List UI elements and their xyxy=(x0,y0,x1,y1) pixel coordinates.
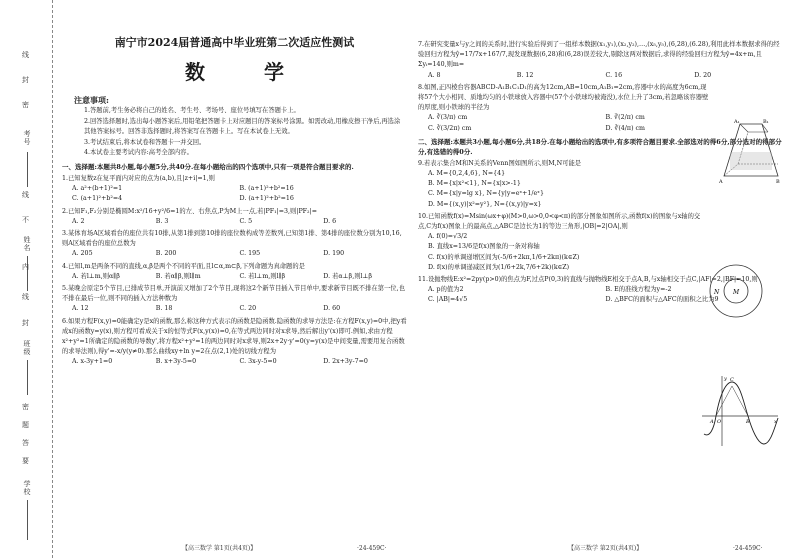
question-stem: 3.某体育场A区域看台的座位共有10排,从第1排到第10排的座位数构成等差数列,已知第1排、第4排的座位数分别为10,16,则A区域看台的座位总数为 xyxy=(62,229,402,248)
margin-label-school: 学校 xyxy=(23,480,31,496)
venn-figure xyxy=(706,262,766,320)
answer-option: A. ∛(3/π) cm xyxy=(428,114,468,122)
question-stem: 5.某晚会原定5个节目,已排成节目单,开演前又增加了2个节目,现将这2个新节目插入节目单中,要求新节目既不排在第一位,也不排在最后一位,则不同的插入方法种数为 xyxy=(62,285,405,303)
answer-option: A. 若l⊥m,则α∥β xyxy=(72,272,120,280)
answer-option: B. (a+1)²+b²=16 xyxy=(239,185,294,193)
seal-char: 答 xyxy=(22,439,29,447)
axis-label-x: x xyxy=(774,419,777,425)
seal-char: 封 xyxy=(22,319,29,327)
answer-option: C. ∛(3/2π) cm xyxy=(428,124,472,132)
answer-option: C. |AB|=4√5 xyxy=(428,296,468,304)
axis-label-y: y xyxy=(724,376,727,382)
margin-fill-line xyxy=(27,152,28,187)
answer-option: B. 12 xyxy=(516,71,534,79)
seal-char: 线 xyxy=(22,293,29,301)
answer-option: D. ∛(4/π) cm xyxy=(605,124,646,132)
seal-char: 题 xyxy=(22,421,29,429)
answer-option: D. 60 xyxy=(323,305,341,313)
point-label: A xyxy=(710,419,714,425)
answer-option: C. 195 xyxy=(239,250,261,258)
notice-item: 1.答题前,考生务必将自己的姓名、考生号、考场号、座位号填写在答题卡上。 xyxy=(84,107,300,114)
margin-fill-line xyxy=(27,360,28,395)
answer-option: D. M={(x,y)|x²=y²}, N={(x,y)|y=x} xyxy=(428,200,542,208)
point-label: B xyxy=(746,419,750,425)
question-stem: 10.已知函数f(x)=Msin(ωx+φ)(M>0,ω>0,0<φ<π)的部分图象如图所示,函数f(x)的图象与x轴的交点,C为f(x)图象上的最高点,△ABC是边长为1的等边三角形,|OB|=2|OA|,则 xyxy=(418,212,701,231)
seal-char: 密 xyxy=(22,403,29,411)
water-level xyxy=(730,152,772,170)
venn-label-inner: M xyxy=(733,289,740,296)
answer-option: B. M={x|x²<1}, N={x|x>-1} xyxy=(428,180,521,188)
option-group xyxy=(72,304,407,314)
answer-option: D. 6 xyxy=(323,217,337,225)
seal-char: 要 xyxy=(22,457,29,465)
answer-option: D. (a+1)²+b²=16 xyxy=(239,195,294,203)
answer-option: C. f(x)的单调递增区间为(-5/6+2kπ,1/6+2kπ)(k∈Z) xyxy=(428,253,580,261)
notice-item: 3.考试结束后,将本试卷和答题卡一并交回。 xyxy=(84,138,206,146)
answer-option: A. M={0,2,4,6}, N={4} xyxy=(428,170,506,178)
answer-option: C. 若l⊥m,则l∥β xyxy=(239,272,286,280)
footer-code: ·24-459C· xyxy=(733,545,763,552)
question-stem: 9.若表示集合M和N关系的Venn图如图所示,则M,N可能是 xyxy=(418,159,582,167)
answer-option: B. x+3y-5=0 xyxy=(155,358,197,366)
answer-option: A. 8 xyxy=(428,71,441,79)
answer-option: B. 3 xyxy=(155,217,169,225)
answer-option: A. f(0)=√3/2 xyxy=(428,233,468,241)
question-stem: 6.如果方程F(x,y)=0能确定y是x的函数,那么称这种方式表示的函数是隐函数.隐函数的求导方法是:在方程F(x,y)=0中,把y看成x的函数y=y(x),则方程可看成关于x的恒等式F(x,y(x))=0,在等式两边同时对x求导,然后解出y'(x)即可.例如,求由方程x²+y²=1所确定的隐函数的导数y',将方程x²+y²=1的两边同时对x求导,则2x+2y·y'=0(y=y(x)是中间变量,需要用复合函数的求导法则),得y'=-x/y(y≠0).那么曲线xy+ln y=2在点(2,1)处的切线方程为 xyxy=(62,317,407,356)
answer-option: A. x-3y+1=0 xyxy=(72,358,113,366)
binding-margin xyxy=(0,0,53,558)
frustum-label: A₁ xyxy=(734,119,740,125)
answer-option: B. E的准线方程为y=-2 xyxy=(605,286,672,294)
notice-title: 注意事项: xyxy=(74,95,109,105)
question-stem: 4.已知l,m是两条不同的直线,α,β是两个不同的平面,且l⊂α,m⊂β,下列命题为真命题的是 xyxy=(62,262,305,270)
frustum-edge xyxy=(740,124,748,132)
question-stem: 11.设抛物线E:x²=2py(p>0)的焦点为F,过点P(0,3)的直线与抛物线E相交于点A,B,与x轴相交于点C,|AF|=2,|BF|=10,则 xyxy=(418,276,758,284)
margin-label-exam-number: 考号 xyxy=(23,130,31,146)
answer-option: C. 16 xyxy=(605,71,623,79)
notice-item: 2.回答选择题时,选出每小题答案后,用铅笔把答题卡上对应题目的答案标号涂黑。如需改动,用橡皮擦干净后,再选涂其他答案标号。回答非选择题时,将答案写在答题卡上。写在本试卷上无效。 xyxy=(84,117,401,136)
answer-option: C. M={x|y=lg x}, N={y|y=eˣ+1/eˣ} xyxy=(428,190,544,198)
seal-char: 不 xyxy=(22,216,29,224)
question-stem: 8.如图,正四棱台容器ABCD-A₁B₁C₁D₁的高为12cm,AB=10cm,A₁B₁=2cm,容器中水的高度为6cm,现将57个大小相同、质地均匀的小铁球放入容器中(57个小铁球均被淹没),水位上升了3cm,若忽略该容器壁的厚度,则小铁球的半径为 xyxy=(418,83,709,112)
seal-char: 密 xyxy=(22,101,29,109)
answer-option: A. a²+(b+1)²=1 xyxy=(72,185,123,193)
question-stem: 7.在研究变量x与y之间的关系时,进行实验后得到了一组样本数据(x₁,y₁),(x₂,y₂),…,(x₅,y₅),(6,28),(6.28),利用此样本数据求得的经验回归方程为ŷ=17/7x+167/7,现发现数据(6,28)和(6,28)误差较大,剔除这两对数据后,求得的经验回归方程为ŷ=4x+m,且Σyᵢ=140,则m= xyxy=(418,41,780,69)
frustum-label: B xyxy=(776,179,780,185)
answer-option: D. 20 xyxy=(694,71,712,79)
option-group xyxy=(72,184,407,204)
option-group xyxy=(72,249,407,259)
question-stem: 1.已知复数z在复平面内对应的点为(a,b),且|z+i|=1,则 xyxy=(62,174,215,182)
answer-option: A. p的值为2 xyxy=(428,286,464,294)
seal-char: 线 xyxy=(22,191,29,199)
answer-option: C. (a+1)²+b²=4 xyxy=(72,195,123,203)
margin-label-name: 姓名 xyxy=(23,236,31,252)
section-heading-2: 二、选择题:本题共3小题,每小题6分,共18分.在每小题给出的选项中,有多项符合题目要求.全部选对的得6分,部分选对的得部分分,有选错的得0分. xyxy=(418,137,782,156)
answer-option: A. 205 xyxy=(72,250,93,258)
answer-option: B. 若α∥β,则l∥m xyxy=(155,272,201,280)
seal-char: 线 xyxy=(22,51,29,59)
answer-option: D. 若α⊥β,则l⊥β xyxy=(323,272,373,280)
option-group xyxy=(72,357,407,367)
answer-option: B. 直线x=13/6是f(x)图象的一条对称轴 xyxy=(428,243,540,251)
margin-label-class: 班级 xyxy=(23,340,31,356)
option-group xyxy=(428,71,783,81)
footer-code: ·24-459C· xyxy=(357,545,387,552)
answer-option: D. f(x)的单调递减区间为(1/6+2k,7/6+2k)(k∈Z) xyxy=(428,263,570,271)
answer-option: C. 5 xyxy=(239,217,253,225)
answer-option: D. 190 xyxy=(323,250,345,258)
question-list-left xyxy=(62,174,407,368)
frustum-label: B₁ xyxy=(763,119,769,125)
footer-page-label: 【高三数学 第1页(共4页)】 xyxy=(182,545,257,552)
answer-option: B. 18 xyxy=(155,305,173,313)
answer-option: B. 200 xyxy=(155,250,177,258)
margin-fill-line xyxy=(27,500,28,540)
answer-option: B. ∛(2/π) cm xyxy=(605,114,645,122)
venn-label-outer: N xyxy=(714,289,720,296)
footer-page-label: 【高三数学 第2页(共4页)】 xyxy=(568,545,643,552)
frustum-label: A xyxy=(719,179,723,185)
notice-item: 4.本试卷主要考试内容:高考全部内容。 xyxy=(84,149,193,157)
seal-char: 封 xyxy=(22,76,29,84)
answer-option: A. 2 xyxy=(72,217,85,225)
answer-option: D. △BFC的面积与△AFC的面积之比为9 xyxy=(605,296,719,304)
option-group xyxy=(72,217,407,227)
origin-label: O xyxy=(717,419,722,425)
question-stem: 2.已知F₁,F₂分别是椭圆M:x²/16+y²/6=1的左、右焦点,P为M上一点,若|PF₁|=3,则|PF₂|= xyxy=(62,207,317,215)
exam-title: 南宁市2024届普通高中毕业班第二次适应性测试 xyxy=(114,36,355,49)
sine-curve xyxy=(704,382,778,444)
option-group xyxy=(72,272,407,282)
answer-option: C. 20 xyxy=(239,305,257,313)
frustum-figure xyxy=(718,118,784,186)
section-heading-1: 一、选择题:本题共8小题,每小题5分,共40分.在每小题给出的四个选项中,只有一项是符合题目要求的. xyxy=(62,162,354,171)
sine-graph-figure xyxy=(698,374,780,450)
page-left xyxy=(62,0,407,558)
seal-char: 内 xyxy=(22,263,29,271)
point-label: C xyxy=(730,377,734,383)
answer-option: C. 3x-y-5=0 xyxy=(239,358,277,366)
exam-subject: 数 学 xyxy=(185,60,310,84)
answer-option: D. 2x+3y-7=0 xyxy=(323,358,368,366)
answer-option: A. 12 xyxy=(72,305,89,313)
